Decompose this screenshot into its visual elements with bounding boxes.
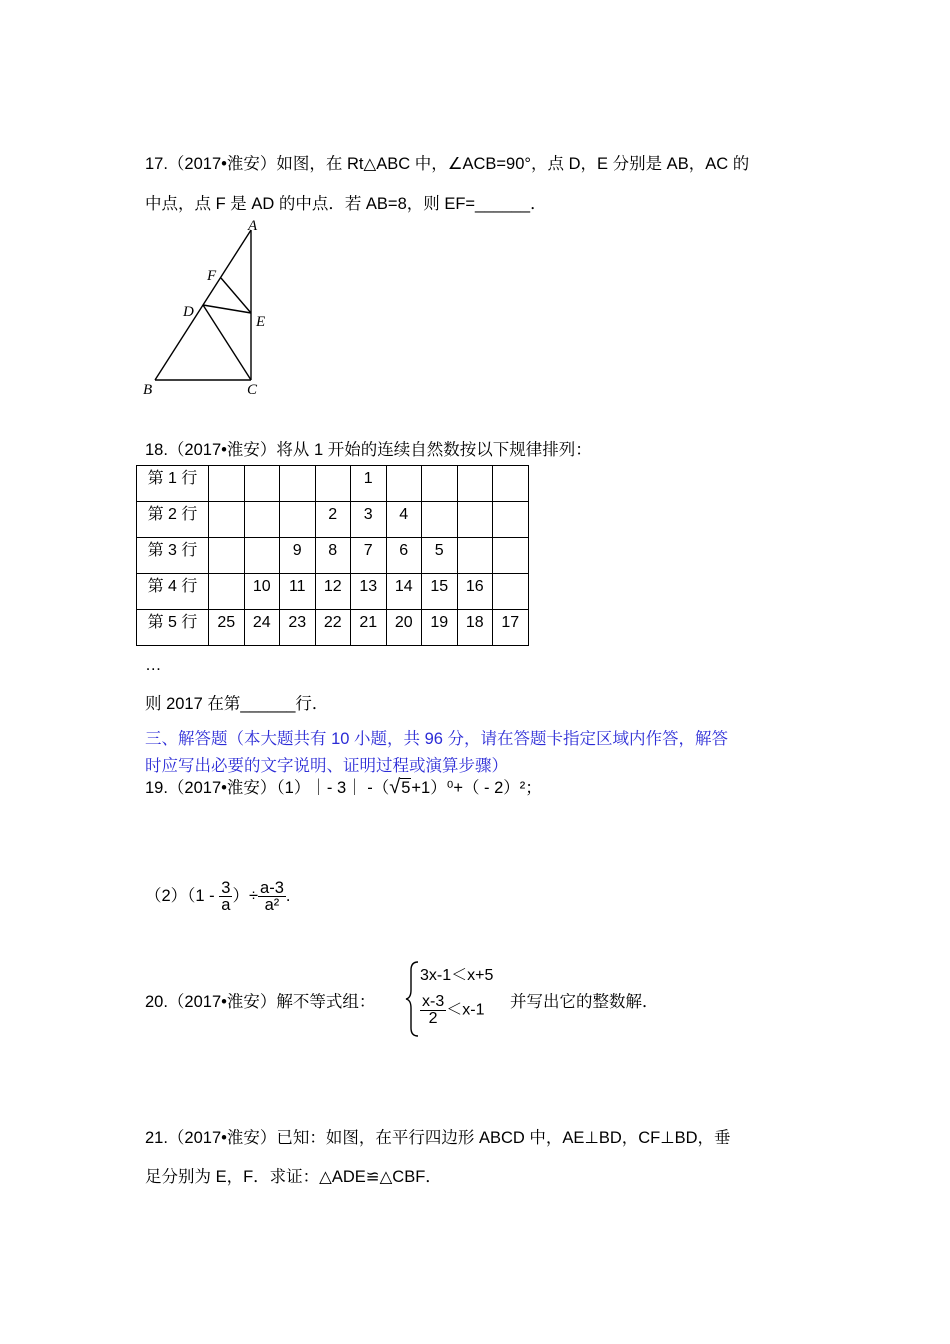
q19-sqrt-arg: 5 bbox=[401, 779, 411, 797]
table-row bbox=[137, 574, 529, 610]
fraction-a3-over-a2 bbox=[258, 880, 286, 913]
triangle-figure bbox=[135, 218, 285, 403]
q19-after-sqrt: +1）⁰+（ - 2）²； bbox=[411, 779, 542, 797]
table-cell bbox=[280, 466, 316, 502]
table-cell: 5 bbox=[422, 538, 458, 574]
q19-part2 bbox=[145, 880, 290, 913]
table-cell: 1 bbox=[351, 466, 387, 502]
q19-abs: ｜- 3｜ bbox=[310, 779, 363, 797]
table-cell: 15 bbox=[422, 574, 458, 610]
table-cell bbox=[457, 538, 493, 574]
q19-part1 bbox=[145, 774, 542, 799]
table-cell bbox=[457, 466, 493, 502]
table-row bbox=[137, 502, 529, 538]
table-cell bbox=[386, 466, 422, 502]
table-cell: 12 bbox=[315, 574, 351, 610]
label-b: B bbox=[143, 382, 153, 398]
q17-line2: 中点，点 F 是 AD 的中点．若 AB=8，则 EF=______． bbox=[145, 195, 547, 213]
q17-line1: 17.（2017•淮安）如图，在 Rt△ABC 中，∠ACB=90°，点 D，E 分别是 AB，AC 的 bbox=[145, 155, 750, 173]
frac2-den: a² bbox=[264, 896, 280, 914]
table-cell: 9 bbox=[280, 538, 316, 574]
table-cell: 6 bbox=[386, 538, 422, 574]
label-a: A bbox=[248, 218, 258, 234]
table-row bbox=[137, 466, 529, 502]
table-cell bbox=[280, 502, 316, 538]
table-cell bbox=[422, 466, 458, 502]
q19-end: . bbox=[285, 886, 291, 905]
row-label: 第 5 行 bbox=[137, 610, 209, 646]
sqrt-symbol: √ bbox=[389, 776, 401, 798]
label-e: E bbox=[256, 314, 266, 330]
table-cell: 17 bbox=[493, 610, 529, 646]
table-cell: 4 bbox=[386, 502, 422, 538]
table-cell: 23 bbox=[280, 610, 316, 646]
table-cell bbox=[209, 502, 245, 538]
table-cell: 21 bbox=[351, 610, 387, 646]
segment-de bbox=[203, 305, 251, 313]
table-cell: 16 bbox=[457, 574, 493, 610]
fraction-3-over-a bbox=[219, 880, 232, 913]
fraction-x3-over-2 bbox=[420, 994, 446, 1027]
table-cell: 10 bbox=[244, 574, 280, 610]
q20-ineq1: 3x-1＜x+5 bbox=[420, 967, 494, 984]
table-cell bbox=[209, 574, 245, 610]
label-d: D bbox=[183, 304, 194, 320]
q19-prefix: 19.（2017•淮安）（1） bbox=[145, 779, 311, 797]
table-cell: 2 bbox=[315, 502, 351, 538]
table-cell bbox=[493, 466, 529, 502]
table-cell: 20 bbox=[386, 610, 422, 646]
segment-fe bbox=[221, 278, 251, 313]
table-cell bbox=[244, 466, 280, 502]
ineq2-num: x-3 bbox=[422, 993, 445, 1010]
table-cell bbox=[315, 466, 351, 502]
table-cell bbox=[244, 502, 280, 538]
table-cell: 3 bbox=[351, 502, 387, 538]
table-cell: 14 bbox=[386, 574, 422, 610]
q18-intro: 18.（2017•淮安）将从 1 开始的连续自然数按以下规律排列： bbox=[145, 441, 592, 459]
number-arrangement-table bbox=[136, 465, 529, 646]
table-cell bbox=[244, 538, 280, 574]
table-cell: 13 bbox=[351, 574, 387, 610]
table-cell: 7 bbox=[351, 538, 387, 574]
q19-minus: -（ bbox=[367, 779, 390, 797]
table-cell bbox=[493, 574, 529, 610]
q21-line1: 21.（2017•淮安）已知：如图，在平行四边形 ABCD 中，AE⊥BD，CF⊥BD，垂 bbox=[145, 1129, 731, 1147]
label-c: C bbox=[247, 382, 258, 398]
frac1-num: 3 bbox=[221, 879, 231, 897]
table-cell bbox=[493, 502, 529, 538]
segment-dc bbox=[203, 305, 251, 380]
q21-line2: 足分别为 E，F．求证：△ADE≌△CBF． bbox=[145, 1168, 442, 1186]
table-row bbox=[137, 610, 529, 646]
ineq2-den: 2 bbox=[428, 1010, 438, 1027]
left-brace-icon bbox=[405, 960, 421, 1038]
frac1-den: a bbox=[221, 896, 231, 914]
table-cell: 22 bbox=[315, 610, 351, 646]
table-cell: 25 bbox=[209, 610, 245, 646]
q19-div: ）÷ bbox=[232, 886, 259, 905]
label-f: F bbox=[207, 268, 217, 284]
section3-line1: 三、解答题（本大题共有 10 小题，共 96 分，请在答题卡指定区域内作答，解答 bbox=[145, 730, 729, 748]
section3-line2: 时应写出必要的文字说明、证明过程或演算步骤） bbox=[145, 757, 508, 775]
table-cell: 18 bbox=[457, 610, 493, 646]
row-label: 第 3 行 bbox=[137, 538, 209, 574]
table-cell bbox=[422, 502, 458, 538]
table-cell: 11 bbox=[280, 574, 316, 610]
table-cell bbox=[493, 538, 529, 574]
table-cell bbox=[209, 466, 245, 502]
row-label: 第 1 行 bbox=[137, 466, 209, 502]
table-cell bbox=[457, 502, 493, 538]
q19-part2-prefix: （2）（1 - bbox=[145, 886, 215, 905]
table-cell: 19 bbox=[422, 610, 458, 646]
row-label: 第 2 行 bbox=[137, 502, 209, 538]
table-row bbox=[137, 538, 529, 574]
q20-suffix: 并写出它的整数解． bbox=[510, 993, 659, 1011]
ineq2-rest: ＜x-1 bbox=[446, 1001, 485, 1019]
table-cell bbox=[209, 538, 245, 574]
q18-ellipsis: … bbox=[145, 656, 162, 674]
frac2-num: a-3 bbox=[260, 879, 284, 897]
row-label: 第 4 行 bbox=[137, 574, 209, 610]
q18-question: 则 2017 在第______行． bbox=[145, 695, 329, 713]
q20-prefix: 20.（2017•淮安）解不等式组： bbox=[145, 993, 376, 1011]
table-cell: 8 bbox=[315, 538, 351, 574]
q20-ineq2 bbox=[420, 994, 484, 1027]
table-cell: 24 bbox=[244, 610, 280, 646]
